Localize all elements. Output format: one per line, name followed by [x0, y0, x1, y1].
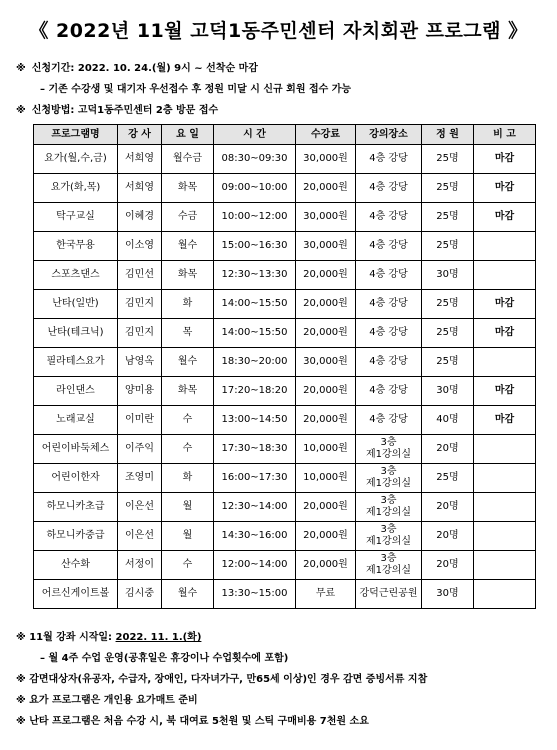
cell-capacity: 25명: [422, 290, 474, 319]
cell-instructor: 이은선: [118, 522, 162, 551]
cell-fee: 30,000원: [296, 232, 356, 261]
cell-capacity: 20명: [422, 435, 474, 464]
cell-instructor: 이미란: [118, 406, 162, 435]
cell-day: 월수: [162, 348, 214, 377]
table-row: [34, 377, 536, 406]
nanta-note-text: 난타 프로그램은 처음 수강 시, 북 대여료 5천원 및 스틱 구매비용 7천원 소요: [29, 716, 369, 727]
cell-remarks: 마감: [474, 406, 536, 435]
cell-remarks: 마감: [474, 145, 536, 174]
cell-time: 08:30~09:30: [214, 145, 296, 174]
cell-remarks: [474, 464, 536, 493]
table-row: [34, 145, 536, 174]
cell-location: 4층 강당: [356, 319, 422, 348]
cell-capacity: 20명: [422, 493, 474, 522]
nanta-note: [16, 712, 369, 727]
cell-day: 월: [162, 493, 214, 522]
cell-time: 10:00~12:00: [214, 203, 296, 232]
table-row: [34, 348, 536, 377]
cell-program-name: 노래교실: [34, 406, 118, 435]
cell-program-name: 한국무용: [34, 232, 118, 261]
application-period: [16, 59, 258, 74]
cell-fee: 무료: [296, 580, 356, 609]
cell-instructor: 김민지: [118, 290, 162, 319]
cell-day: 화: [162, 464, 214, 493]
cell-time: 14:30~16:00: [214, 522, 296, 551]
cell-time: 16:00~17:30: [214, 464, 296, 493]
cell-day: 수: [162, 435, 214, 464]
cell-instructor: 서희영: [118, 174, 162, 203]
cell-remarks: 마감: [474, 203, 536, 232]
header-remarks: 비 고: [474, 125, 536, 145]
cell-capacity: 25명: [422, 174, 474, 203]
reference-mark: ※: [16, 674, 26, 685]
cell-fee: 20,000원: [296, 551, 356, 580]
cell-day: 월수금: [162, 145, 214, 174]
program-table: [33, 124, 536, 609]
cell-location: 4층 강당: [356, 174, 422, 203]
cell-instructor: 이은선: [118, 493, 162, 522]
table-body: [34, 145, 536, 609]
cell-fee: 30,000원: [296, 203, 356, 232]
page-title: 《 2022년 11월 고덕1동주민센터 자치회관 프로그램 》: [29, 20, 528, 42]
reference-mark: ※: [16, 632, 26, 643]
cell-time: 09:00~10:00: [214, 174, 296, 203]
header-instructor: 강 사: [118, 125, 162, 145]
cell-program-name: 요가(월,수,금): [34, 145, 118, 174]
table-row: [34, 290, 536, 319]
cell-location: 4층 강당: [356, 232, 422, 261]
cell-day: 화목: [162, 377, 214, 406]
cell-instructor: 이소영: [118, 232, 162, 261]
cell-capacity: 30명: [422, 377, 474, 406]
cell-remarks: [474, 551, 536, 580]
cell-capacity: 25명: [422, 203, 474, 232]
cell-time: 12:30~13:30: [214, 261, 296, 290]
reference-mark: ※: [16, 716, 26, 727]
course-start-label: 11월 강좌 시작일:: [29, 632, 116, 643]
header-time: 시 간: [214, 125, 296, 145]
cell-time: 12:00~14:00: [214, 551, 296, 580]
cell-day: 목: [162, 319, 214, 348]
cell-time: 17:20~18:20: [214, 377, 296, 406]
cell-day: 수: [162, 551, 214, 580]
cell-remarks: 마감: [474, 319, 536, 348]
cell-fee: 10,000원: [296, 435, 356, 464]
cell-location: 4층 강당: [356, 290, 422, 319]
cell-program-name: 스포츠댄스: [34, 261, 118, 290]
header-location: 강의장소: [356, 125, 422, 145]
course-start-date: 2022. 11. 1.(화): [115, 632, 202, 643]
application-period-note: – 기존 수강생 및 대기자 우선접수 후 정원 미달 시 신규 회원 접수 가능: [40, 84, 352, 95]
cell-capacity: 30명: [422, 580, 474, 609]
cell-fee: 20,000원: [296, 406, 356, 435]
cell-program-name: 산수화: [34, 551, 118, 580]
table-row: [34, 203, 536, 232]
table-row: [34, 580, 536, 609]
cell-day: 수금: [162, 203, 214, 232]
cell-location: 3층 제1강의실: [356, 551, 422, 580]
cell-location: 4층 강당: [356, 406, 422, 435]
cell-instructor: 김민선: [118, 261, 162, 290]
cell-day: 화목: [162, 261, 214, 290]
cell-instructor: 조영미: [118, 464, 162, 493]
header-capacity: 정 원: [422, 125, 474, 145]
header-fee: 수강료: [296, 125, 356, 145]
cell-instructor: 서정이: [118, 551, 162, 580]
cell-capacity: 25명: [422, 319, 474, 348]
cell-location: 3층 제1강의실: [356, 493, 422, 522]
cell-program-name: 하모니카초급: [34, 493, 118, 522]
cell-program-name: 어르신게이트볼: [34, 580, 118, 609]
yoga-note-text: 요가 프로그램은 개인용 요가매트 준비: [29, 695, 198, 706]
cell-program-name: 난타(테크닉): [34, 319, 118, 348]
cell-remarks: [474, 522, 536, 551]
cell-program-name: 하모니카중급: [34, 522, 118, 551]
cell-time: 13:30~15:00: [214, 580, 296, 609]
course-start-note: – 월 4주 수업 운영(공휴일은 휴강이나 수업횟수에 포함): [40, 653, 289, 664]
cell-instructor: 양미용: [118, 377, 162, 406]
cell-fee: 20,000원: [296, 522, 356, 551]
cell-remarks: [474, 580, 536, 609]
cell-fee: 20,000원: [296, 261, 356, 290]
cell-time: 15:00~16:30: [214, 232, 296, 261]
cell-remarks: 마감: [474, 174, 536, 203]
table-row: [34, 261, 536, 290]
table-row: [34, 522, 536, 551]
cell-time: 17:30~18:30: [214, 435, 296, 464]
cell-location: 3층 제1강의실: [356, 464, 422, 493]
cell-fee: 20,000원: [296, 290, 356, 319]
cell-program-name: 어린이한자: [34, 464, 118, 493]
cell-remarks: [474, 232, 536, 261]
reference-mark: ※: [16, 695, 26, 706]
table-row: [34, 406, 536, 435]
cell-day: 화: [162, 290, 214, 319]
cell-remarks: [474, 348, 536, 377]
table-row: [34, 319, 536, 348]
cell-instructor: 김시중: [118, 580, 162, 609]
cell-instructor: 이주익: [118, 435, 162, 464]
cell-capacity: 30명: [422, 261, 474, 290]
cell-time: 18:30~20:00: [214, 348, 296, 377]
cell-location: 4층 강당: [356, 145, 422, 174]
cell-day: 수: [162, 406, 214, 435]
cell-location: 3층 제1강의실: [356, 522, 422, 551]
cell-capacity: 25명: [422, 232, 474, 261]
cell-instructor: 서희영: [118, 145, 162, 174]
cell-remarks: 마감: [474, 377, 536, 406]
cell-location: 3층 제1강의실: [356, 435, 422, 464]
reference-mark: ※: [16, 63, 26, 74]
cell-capacity: 25명: [422, 348, 474, 377]
reference-mark: ※: [16, 105, 26, 116]
cell-location: 4층 강당: [356, 377, 422, 406]
application-period-text: 신청기간: 2022. 10. 24.(월) 9시 ~ 선착순 마감: [31, 63, 258, 74]
cell-program-name: 난타(일반): [34, 290, 118, 319]
cell-capacity: 20명: [422, 551, 474, 580]
cell-fee: 20,000원: [296, 493, 356, 522]
cell-day: 월수: [162, 580, 214, 609]
header-day: 요 일: [162, 125, 214, 145]
table-row: [34, 551, 536, 580]
header-program: 프로그램명: [34, 125, 118, 145]
table-row: [34, 493, 536, 522]
cell-location: 4층 강당: [356, 348, 422, 377]
cell-remarks: [474, 435, 536, 464]
table-row: [34, 232, 536, 261]
cell-day: 화목: [162, 174, 214, 203]
table-row: [34, 174, 536, 203]
table-row: [34, 464, 536, 493]
cell-instructor: 이혜경: [118, 203, 162, 232]
cell-day: 월수: [162, 232, 214, 261]
cell-program-name: 요가(화,목): [34, 174, 118, 203]
cell-time: 12:30~14:00: [214, 493, 296, 522]
cell-fee: 30,000원: [296, 348, 356, 377]
cell-time: 14:00~15:50: [214, 290, 296, 319]
cell-remarks: [474, 493, 536, 522]
cell-capacity: 40명: [422, 406, 474, 435]
cell-fee: 20,000원: [296, 319, 356, 348]
cell-location: 4층 강당: [356, 203, 422, 232]
cell-fee: 20,000원: [296, 377, 356, 406]
cell-location: 4층 강당: [356, 261, 422, 290]
cell-instructor: 남영옥: [118, 348, 162, 377]
application-method: [16, 101, 218, 116]
application-method-text: 신청방법: 고덕1동주민센터 2층 방문 접수: [31, 105, 219, 116]
cell-instructor: 김민지: [118, 319, 162, 348]
cell-fee: 30,000원: [296, 145, 356, 174]
cell-fee: 10,000원: [296, 464, 356, 493]
table-row: [34, 435, 536, 464]
cell-location: 강덕근린공원: [356, 580, 422, 609]
cell-remarks: [474, 261, 536, 290]
course-start: [16, 628, 201, 643]
cell-capacity: 20명: [422, 522, 474, 551]
cell-remarks: 마감: [474, 290, 536, 319]
cell-capacity: 25명: [422, 464, 474, 493]
cell-fee: 20,000원: [296, 174, 356, 203]
cell-capacity: 25명: [422, 145, 474, 174]
yoga-note: [16, 691, 198, 706]
cell-program-name: 라인댄스: [34, 377, 118, 406]
table-header-row: [34, 125, 536, 145]
cell-program-name: 탁구교실: [34, 203, 118, 232]
cell-time: 14:00~15:50: [214, 319, 296, 348]
cell-program-name: 어린이바둑체스: [34, 435, 118, 464]
discount-note: [16, 670, 427, 685]
cell-time: 13:00~14:50: [214, 406, 296, 435]
cell-program-name: 필라테스요가: [34, 348, 118, 377]
cell-day: 월: [162, 522, 214, 551]
discount-note-text: 감면대상자(유공자, 수급자, 장애인, 다자녀가구, 만65세 이상)인 경우 감면 증빙서류 지참: [29, 674, 428, 685]
